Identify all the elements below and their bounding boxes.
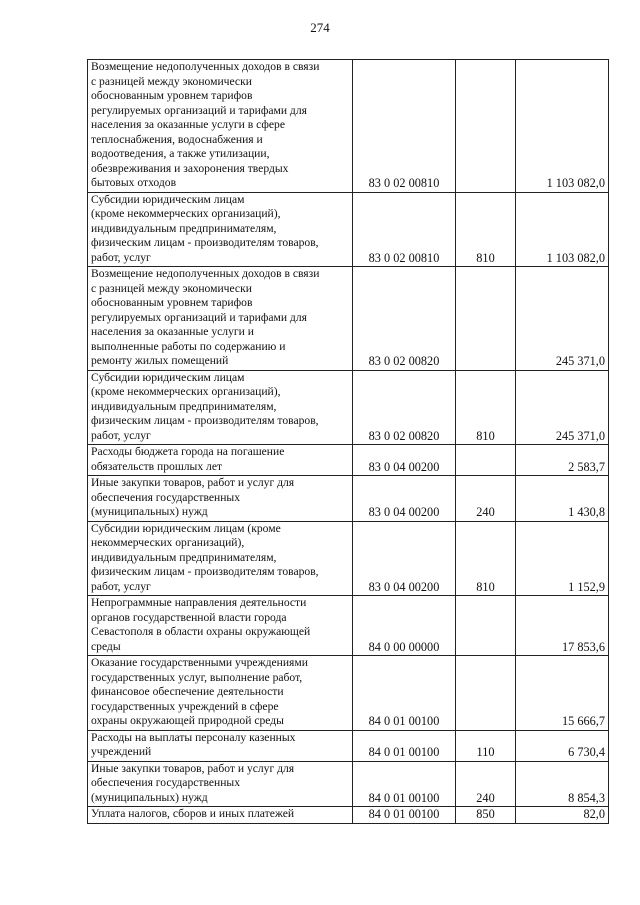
expense-name-line: индивидуальным предпринимателям, <box>91 399 277 413</box>
expense-name-line: Возмещение недополученных доходов в связи <box>91 60 320 73</box>
table-row <box>88 267 609 371</box>
target-article-code-cell: 83 0 04 00200 <box>353 445 456 476</box>
expense-name-cell <box>88 730 353 761</box>
amount-cell: 15 666,7 <box>516 656 609 731</box>
expense-name-line: обоснованным уровнем тарифов <box>91 296 253 309</box>
table-row <box>88 60 609 193</box>
table-row <box>88 370 609 445</box>
expense-name-line: Субсидии юридическим лицам <box>91 370 245 384</box>
expense-name-line: регулируемых организаций и тарифами для <box>91 103 307 117</box>
expense-name-line: физическим лицам - производителям товаров, <box>91 236 319 249</box>
table-row <box>88 476 609 522</box>
expense-name-line: ремонту жилых помещений <box>91 354 229 367</box>
budget-table-body <box>88 60 609 824</box>
expense-name-line: обоснованным уровнем тарифов <box>91 89 253 102</box>
expense-name-line: населения за оказанные услуги и <box>91 325 254 338</box>
expense-name-line: работ, услуг <box>91 579 151 593</box>
amount-cell: 8 854,3 <box>516 761 609 807</box>
expense-name-line: (кроме некоммерческих организаций), <box>91 385 281 398</box>
expense-name-line: Непрограммные направления деятельности <box>91 596 307 609</box>
expense-name-line: с разницей между экономически <box>91 74 252 88</box>
expense-name-line: среды <box>91 639 121 653</box>
expense-type-cell <box>456 60 516 193</box>
table-row <box>88 730 609 761</box>
target-article-code-cell: 84 0 01 00100 <box>353 730 456 761</box>
table-row <box>88 656 609 731</box>
expense-name-line: Оказание государственными учреждениями <box>91 656 308 669</box>
expense-name-line: обеспечения государственных <box>91 490 241 504</box>
expense-name-line: обеспечения государственных <box>91 776 241 789</box>
target-article-code-cell: 84 0 01 00100 <box>353 656 456 731</box>
expense-name-line: бытовых отходов <box>91 176 177 189</box>
target-article-code-cell: 83 0 02 00810 <box>353 60 456 193</box>
expense-name-line: Иные закупки товаров, работ и услуг для <box>91 476 295 489</box>
table-row <box>88 761 609 807</box>
expense-name-line: индивидуальным предпринимателям, <box>91 550 277 564</box>
expense-name-cell <box>88 521 353 596</box>
expense-name-cell <box>88 476 353 522</box>
page-number: 274 <box>310 20 330 35</box>
expense-name-cell <box>88 60 353 193</box>
expense-name-line: физическим лицам - производителям товаров, <box>91 414 319 427</box>
expense-name-line: работ, услуг <box>91 250 151 264</box>
expense-name-line: обезвреживания и захоронения твердых <box>91 161 289 175</box>
target-article-code-cell: 84 0 01 00100 <box>353 761 456 807</box>
target-article-code-cell: 84 0 00 00000 <box>353 596 456 656</box>
target-article-code-cell: 83 0 02 00820 <box>353 370 456 445</box>
expense-type-cell <box>456 596 516 656</box>
expense-name-cell <box>88 370 353 445</box>
table-row <box>88 807 609 824</box>
expense-type-cell <box>456 445 516 476</box>
expense-name-line: Иные закупки товаров, работ и услуг для <box>91 761 295 775</box>
expense-name-cell <box>88 807 353 824</box>
expense-name-line: Расходы на выплаты персоналу казенных <box>91 730 296 744</box>
expense-type-cell: 240 <box>456 476 516 522</box>
expense-name-line: (муниципальных) нужд <box>91 790 208 804</box>
expense-name-line: выполненные работы по содержанию и <box>91 339 286 353</box>
expense-type-cell: 810 <box>456 521 516 596</box>
expense-name-line: органов государственной власти города <box>91 610 287 624</box>
expense-type-cell <box>456 656 516 731</box>
table-row <box>88 521 609 596</box>
expense-name-cell <box>88 267 353 371</box>
amount-cell: 1 430,8 <box>516 476 609 522</box>
expense-name-line: Субсидии юридическим лицам <box>91 192 245 206</box>
amount-cell: 2 583,7 <box>516 445 609 476</box>
expense-name-line: (муниципальных) нужд <box>91 505 208 518</box>
expense-name-line: физическим лицам - производителям товаров, <box>91 565 319 578</box>
table-row <box>88 596 609 656</box>
table-row <box>88 192 609 267</box>
expense-type-cell <box>456 267 516 371</box>
target-article-code-cell: 83 0 02 00810 <box>353 192 456 267</box>
expense-name-line: финансовое обеспечение деятельности <box>91 685 284 698</box>
expense-type-cell: 110 <box>456 730 516 761</box>
expense-name-line: государственных учреждений в сфере <box>91 699 279 713</box>
target-article-code-cell: 83 0 02 00820 <box>353 267 456 371</box>
expense-name-line: учреждений <box>91 745 152 758</box>
amount-cell: 1 103 082,0 <box>516 192 609 267</box>
expense-name-line: водоотведения, а также утилизации, <box>91 147 270 160</box>
expense-type-cell: 240 <box>456 761 516 807</box>
expense-name-line: Уплата налогов, сборов и иных платежей <box>91 807 295 820</box>
expense-name-line: Расходы бюджета города на погашение <box>91 445 285 458</box>
expense-name-line: работ, услуг <box>91 428 151 442</box>
amount-cell: 245 371,0 <box>516 267 609 371</box>
expense-name-line: Субсидии юридическим лицам (кроме <box>91 521 281 535</box>
table-row <box>88 445 609 476</box>
expense-name-line: государственных услуг, выполнение работ, <box>91 670 303 684</box>
expense-name-line: регулируемых организаций и тарифами для <box>91 310 307 324</box>
amount-cell: 1 152,9 <box>516 521 609 596</box>
expense-name-line: обязательств прошлых лет <box>91 459 223 473</box>
expense-name-line: Возмещение недополученных доходов в связи <box>91 267 320 280</box>
expense-name-line: некоммерческих организаций), <box>91 536 245 549</box>
expense-name-line: теплоснабжения, водоснабжения и <box>91 132 263 146</box>
expense-name-line: с разницей между экономически <box>91 281 252 295</box>
expense-name-line: индивидуальным предпринимателям, <box>91 221 277 235</box>
amount-cell: 245 371,0 <box>516 370 609 445</box>
expense-name-line: (кроме некоммерческих организаций), <box>91 207 281 220</box>
expense-type-cell: 850 <box>456 807 516 824</box>
expense-name-cell <box>88 761 353 807</box>
expense-name-line: Севастополя в области охраны окружающей <box>91 625 311 638</box>
amount-cell: 1 103 082,0 <box>516 60 609 193</box>
expense-name-cell <box>88 445 353 476</box>
expense-name-line: населения за оказанные услуги в сфере <box>91 118 285 131</box>
amount-cell: 6 730,4 <box>516 730 609 761</box>
amount-cell: 17 853,6 <box>516 596 609 656</box>
expense-type-cell: 810 <box>456 192 516 267</box>
expense-name-cell <box>88 596 353 656</box>
amount-cell: 82,0 <box>516 807 609 824</box>
expense-type-cell: 810 <box>456 370 516 445</box>
expense-name-line: охраны окружающей природной среды <box>91 714 284 727</box>
target-article-code-cell: 83 0 04 00200 <box>353 521 456 596</box>
target-article-code-cell: 84 0 01 00100 <box>353 807 456 824</box>
budget-table <box>87 59 609 824</box>
expense-name-cell <box>88 192 353 267</box>
target-article-code-cell: 83 0 04 00200 <box>353 476 456 522</box>
expense-name-cell <box>88 656 353 731</box>
